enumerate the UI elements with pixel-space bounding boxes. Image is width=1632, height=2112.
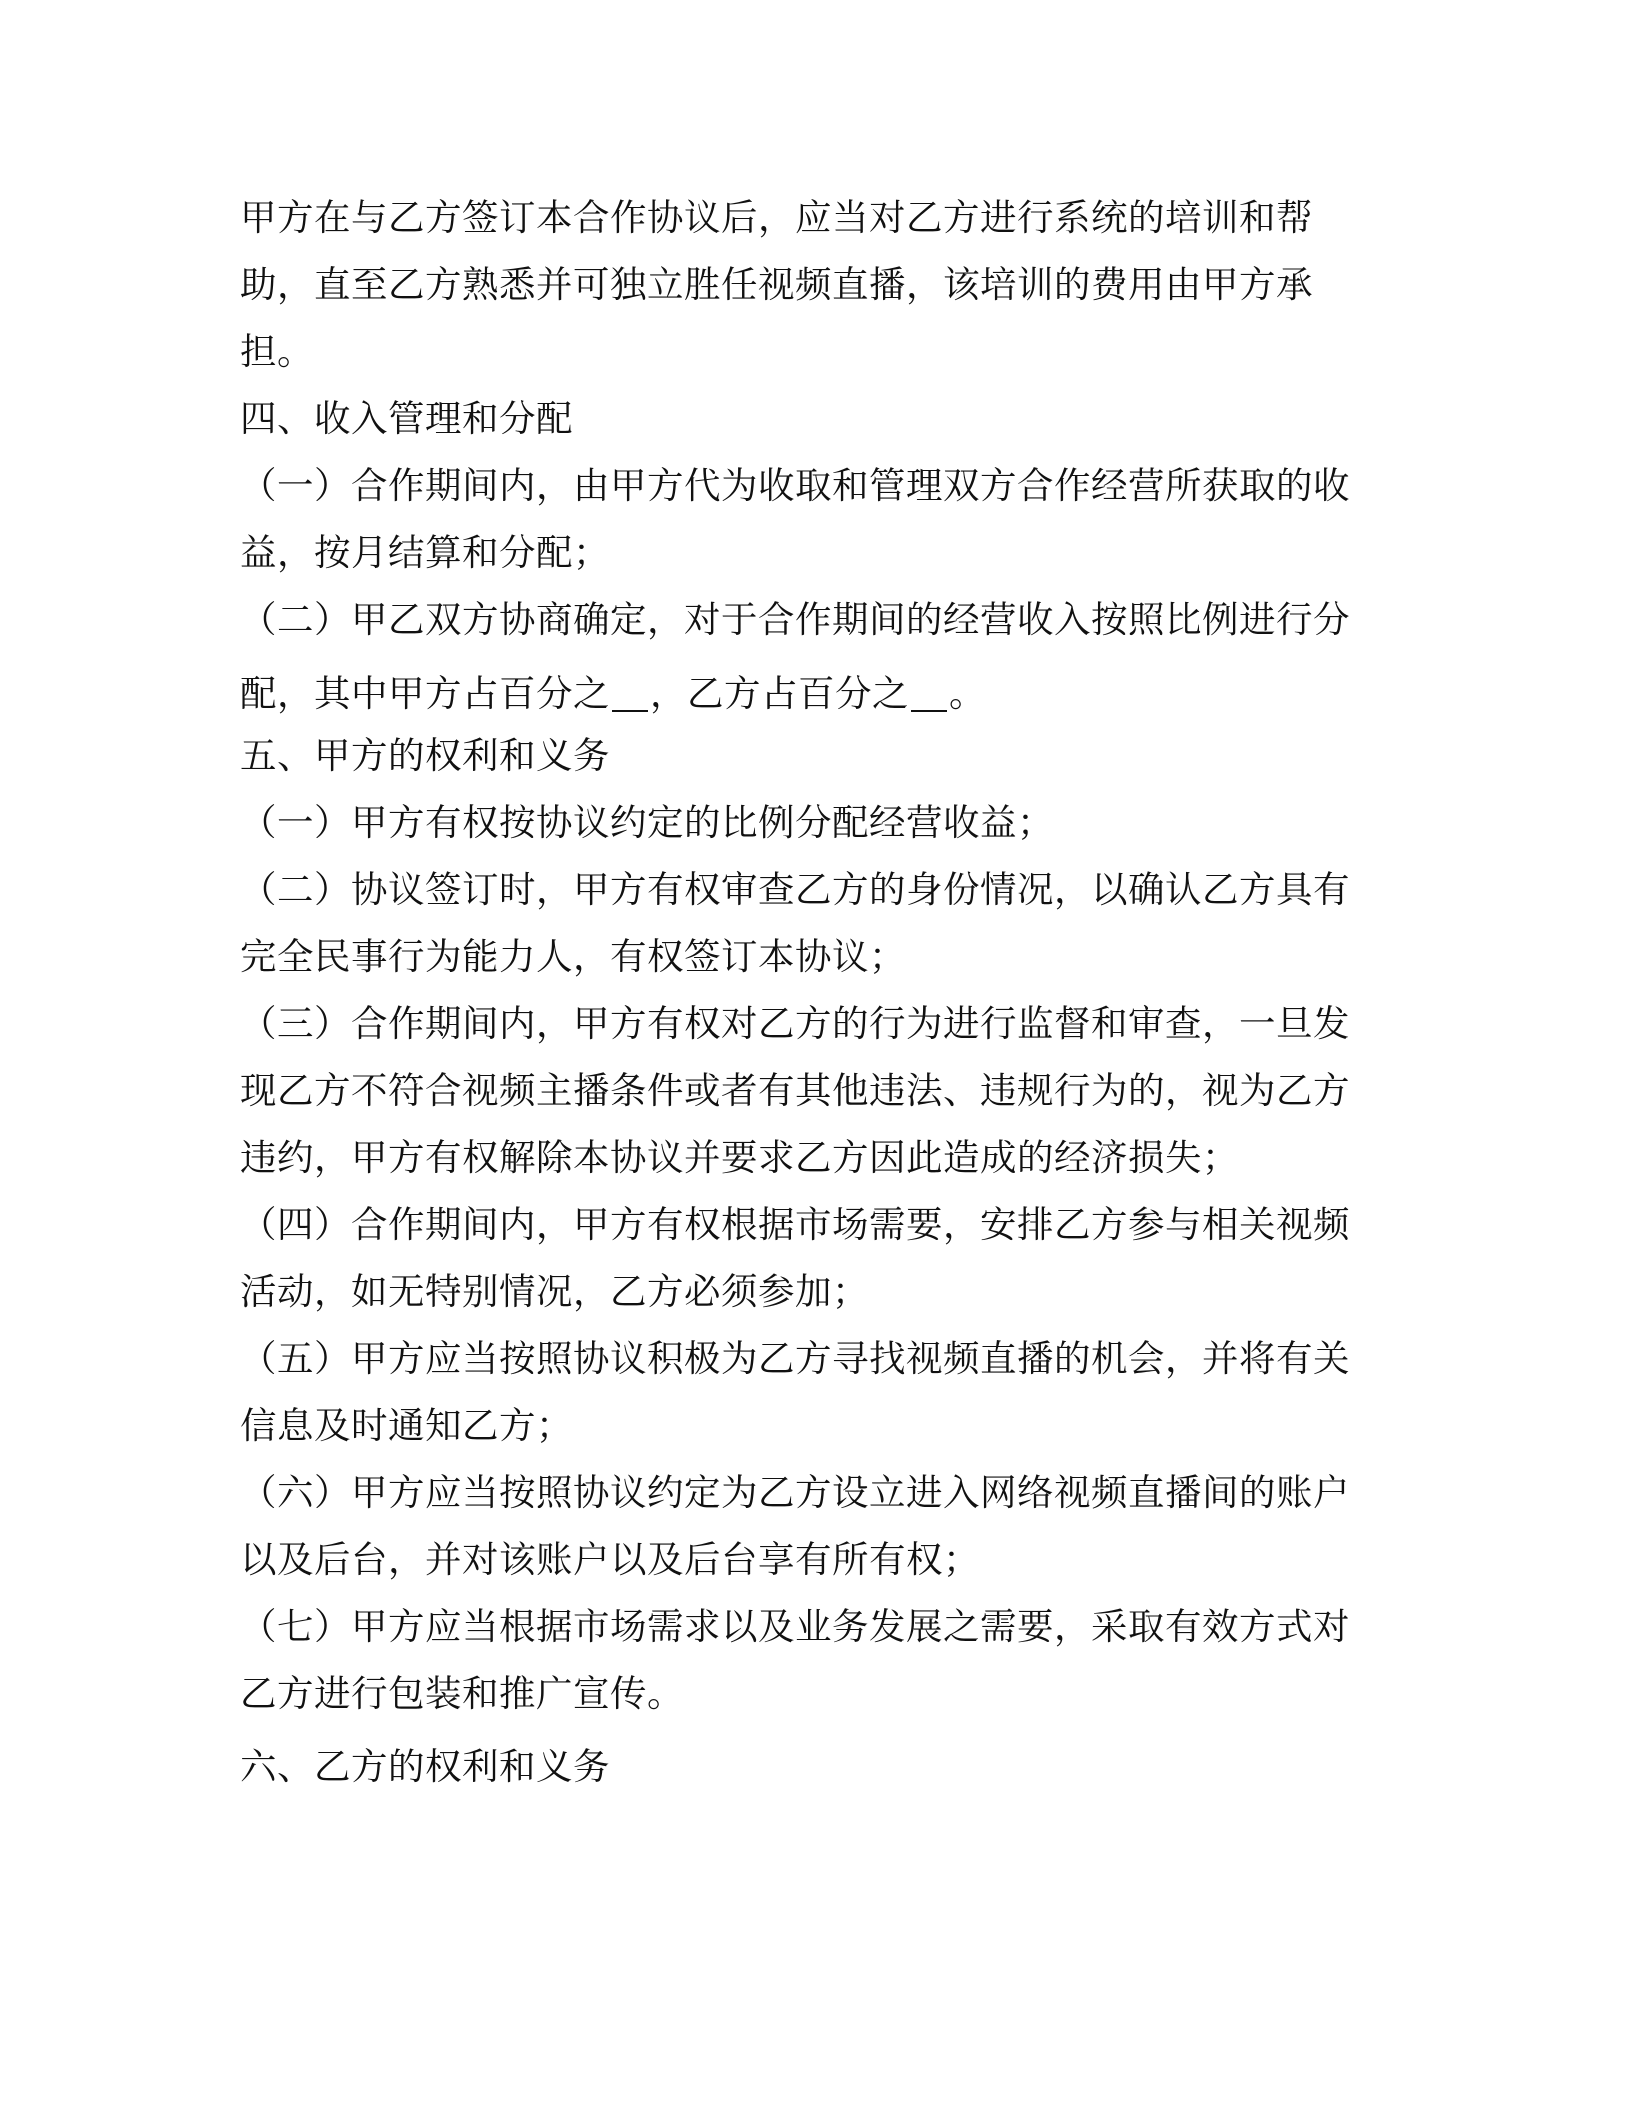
text-line: 违约，甲方有权解除本协议并要求乙方因此造成的经济损失； [240, 1136, 1239, 1179]
text-line: 乙方进行包装和推广宣传。 [240, 1672, 684, 1715]
clause-5-1 [240, 789, 1360, 856]
text-line: （一）甲方有权按协议约定的比例分配经营收益； [240, 801, 1054, 844]
clause-5-6 [240, 1459, 1360, 1593]
clause-5-2 [240, 856, 1360, 990]
text-line: （四）合作期间内，甲方有权根据市场需要，安排乙方参与相关视频 [240, 1203, 1350, 1246]
paragraph-training [240, 184, 1360, 385]
section-heading-4: 四、收入管理和分配 [240, 397, 573, 440]
text-fragment: ，乙方占百分之 [650, 672, 909, 715]
text-fragment: 配，其中甲方占百分之 [240, 672, 610, 715]
clause-5-7 [240, 1593, 1360, 1727]
text-line-with-blanks [240, 653, 1360, 727]
text-line: （二）甲乙双方协商确定，对于合作期间的经营收入按照比例进行分 [240, 598, 1350, 641]
fill-in-blank [911, 672, 947, 712]
text-line: 现乙方不符合视频主播条件或者有其他违法、违规行为的，视为乙方 [240, 1069, 1350, 1112]
text-line: （三）合作期间内，甲方有权对乙方的行为进行监督和审查，一旦发 [240, 1002, 1350, 1045]
clause-4-2 [240, 586, 1360, 727]
text-line: 甲方在与乙方签订本合作协议后，应当对乙方进行系统的培训和帮 [240, 196, 1313, 239]
text-line: 助，直至乙方熟悉并可独立胜任视频直播，该培训的费用由甲方承 [240, 263, 1313, 306]
text-line: 活动，如无特别情况，乙方必须参加； [240, 1270, 869, 1313]
text-line: 益，按月结算和分配； [240, 531, 610, 574]
text-line: （七）甲方应当根据市场需求以及业务发展之需要，采取有效方式对 [240, 1605, 1350, 1648]
text-line: （五）甲方应当按照协议积极为乙方寻找视频直播的机会，并将有关 [240, 1337, 1350, 1380]
clause-5-4 [240, 1191, 1360, 1325]
text-fragment: 。 [949, 672, 986, 715]
fill-in-blank [612, 672, 648, 712]
text-line: （六）甲方应当按照协议约定为乙方设立进入网络视频直播间的账户 [240, 1471, 1350, 1514]
text-line: 以及后台，并对该账户以及后台享有所有权； [240, 1538, 980, 1581]
clause-4-1 [240, 452, 1360, 586]
text-line: 完全民事行为能力人，有权签订本协议； [240, 935, 906, 978]
text-line: （一）合作期间内，由甲方代为收取和管理双方合作经营所获取的收 [240, 464, 1350, 507]
text-line: 担。 [240, 330, 314, 373]
text-line: 信息及时通知乙方； [240, 1404, 573, 1447]
text-line: （二）协议签订时，甲方有权审查乙方的身份情况，以确认乙方具有 [240, 868, 1350, 911]
document-body [240, 184, 1360, 1800]
clause-5-3 [240, 990, 1360, 1191]
clause-5-5 [240, 1325, 1360, 1459]
section-heading-5: 五、甲方的权利和义务 [240, 734, 610, 777]
section-heading-6: 六、乙方的权利和义务 [240, 1745, 610, 1788]
